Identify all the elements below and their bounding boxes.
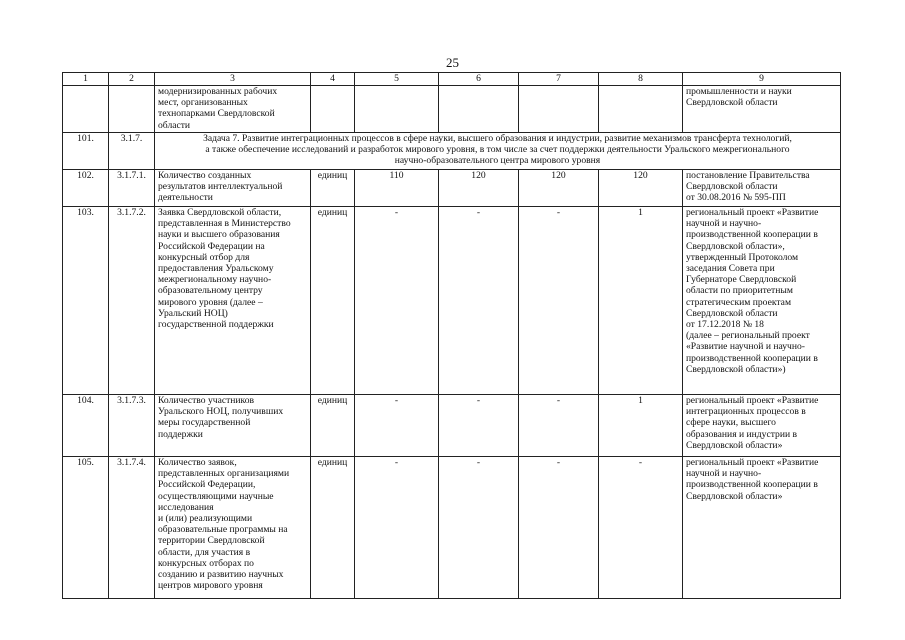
column-number: 5: [355, 73, 439, 86]
value-cell: -: [355, 207, 439, 395]
row-code-cell: 3.1.7.3.: [109, 395, 155, 457]
column-number: 6: [439, 73, 519, 86]
value-cell: -: [355, 395, 439, 457]
value-cell: -: [439, 395, 519, 457]
value-cell: -: [355, 457, 439, 599]
task-row: [63, 133, 841, 170]
value-cell: 120: [599, 170, 683, 207]
indicator-cell: Количество заявок, представленных организациями Российской Федерации, осуществляющими научные исследования и (или) реализующими образовательные программы на территории Свердловской области, для участия в конкурсных отборах по созданию и развитию научных центров мирового уровня: [155, 457, 311, 599]
value-cell: [599, 86, 683, 133]
unit-cell: единиц: [311, 395, 355, 457]
row-number-cell: [63, 86, 109, 133]
row-number-cell: 105.: [63, 457, 109, 599]
value-cell: 120: [439, 170, 519, 207]
column-number: 1: [63, 73, 109, 86]
row-number-cell: 103.: [63, 207, 109, 395]
source-cell: промышленности и науки Свердловской области: [683, 86, 841, 133]
column-number: 9: [683, 73, 841, 86]
unit-cell: единиц: [311, 170, 355, 207]
value-cell: [519, 86, 599, 133]
table-row: [63, 395, 841, 457]
indicator-cell: Заявка Свердловской области, представленная в Министерство науки и высшего образования Российской Федерации на конкурсный отбор для предоставления Уральскому межрегиональному научно- образовательному центру мирового уровня (далее – Уральский НОЦ) государственной поддержки: [155, 207, 311, 395]
row-code-cell: 3.1.7.1.: [109, 170, 155, 207]
source-cell: постановление Правительства Свердловской области от 30.08.2016 № 595-ПП: [683, 170, 841, 207]
column-number: 2: [109, 73, 155, 86]
indicator-cell: модернизированных рабочих мест, организованных технопарками Свердловской области: [155, 86, 311, 133]
row-code-cell: 3.1.7.4.: [109, 457, 155, 599]
page-number: 25: [446, 55, 459, 70]
value-cell: -: [519, 207, 599, 395]
row-number-cell: 104.: [63, 395, 109, 457]
value-cell: -: [439, 457, 519, 599]
row-code-cell: 3.1.7.2.: [109, 207, 155, 395]
table-row: [63, 207, 841, 395]
column-number-row: [63, 73, 841, 86]
value-cell: -: [439, 207, 519, 395]
indicator-cell: Количество созданных результатов интеллектуальной деятельности: [155, 170, 311, 207]
value-cell: 1: [599, 395, 683, 457]
task-title: Задача 7. Развитие интеграционных процессов в сфере науки, высшего образования и индустрии, развитие механизмов трансферта технологий, а также обеспечение исследований и разработок мирового уровня, в том числе за счет поддержки деятельности Уральского межрегионального научно-образовательного центра мирового уровня: [155, 133, 841, 170]
source-cell: региональный проект «Развитие научной и научно- производственной кооперации в Свердловской области»: [683, 457, 841, 599]
column-number: 4: [311, 73, 355, 86]
value-cell: 1: [599, 207, 683, 395]
value-cell: -: [599, 457, 683, 599]
row-code-cell: 3.1.7.: [109, 133, 155, 170]
column-number: 8: [599, 73, 683, 86]
unit-cell: единиц: [311, 457, 355, 599]
value-cell: -: [519, 395, 599, 457]
indicator-cell: Количество участников Уральского НОЦ, получивших меры государственной поддержки: [155, 395, 311, 457]
unit-cell: единиц: [311, 207, 355, 395]
continued-row: [63, 86, 841, 133]
column-number: 3: [155, 73, 311, 86]
value-cell: [355, 86, 439, 133]
unit-cell: [311, 86, 355, 133]
source-cell: региональный проект «Развитие интеграционных процессов в сфере науки, высшего образования и индустрии в Свердловской области»: [683, 395, 841, 457]
column-number: 7: [519, 73, 599, 86]
row-number-cell: 102.: [63, 170, 109, 207]
row-number-cell: 101.: [63, 133, 109, 170]
value-cell: 110: [355, 170, 439, 207]
table-row: [63, 170, 841, 207]
value-cell: [439, 86, 519, 133]
table-row: [63, 457, 841, 599]
indicators-table: [62, 72, 841, 599]
value-cell: 120: [519, 170, 599, 207]
source-cell: региональный проект «Развитие научной и научно- производственной кооперации в Свердловской области», утвержденный Протоколом заседания Совета при Губернаторе Свердловской области по приоритетным стратегическим проектам Свердловской области от 17.12.2018 № 18 (далее – региональный проект «Развитие научной и научно- производственной кооперации в Свердловской области»): [683, 207, 841, 395]
row-code-cell: [109, 86, 155, 133]
value-cell: -: [519, 457, 599, 599]
